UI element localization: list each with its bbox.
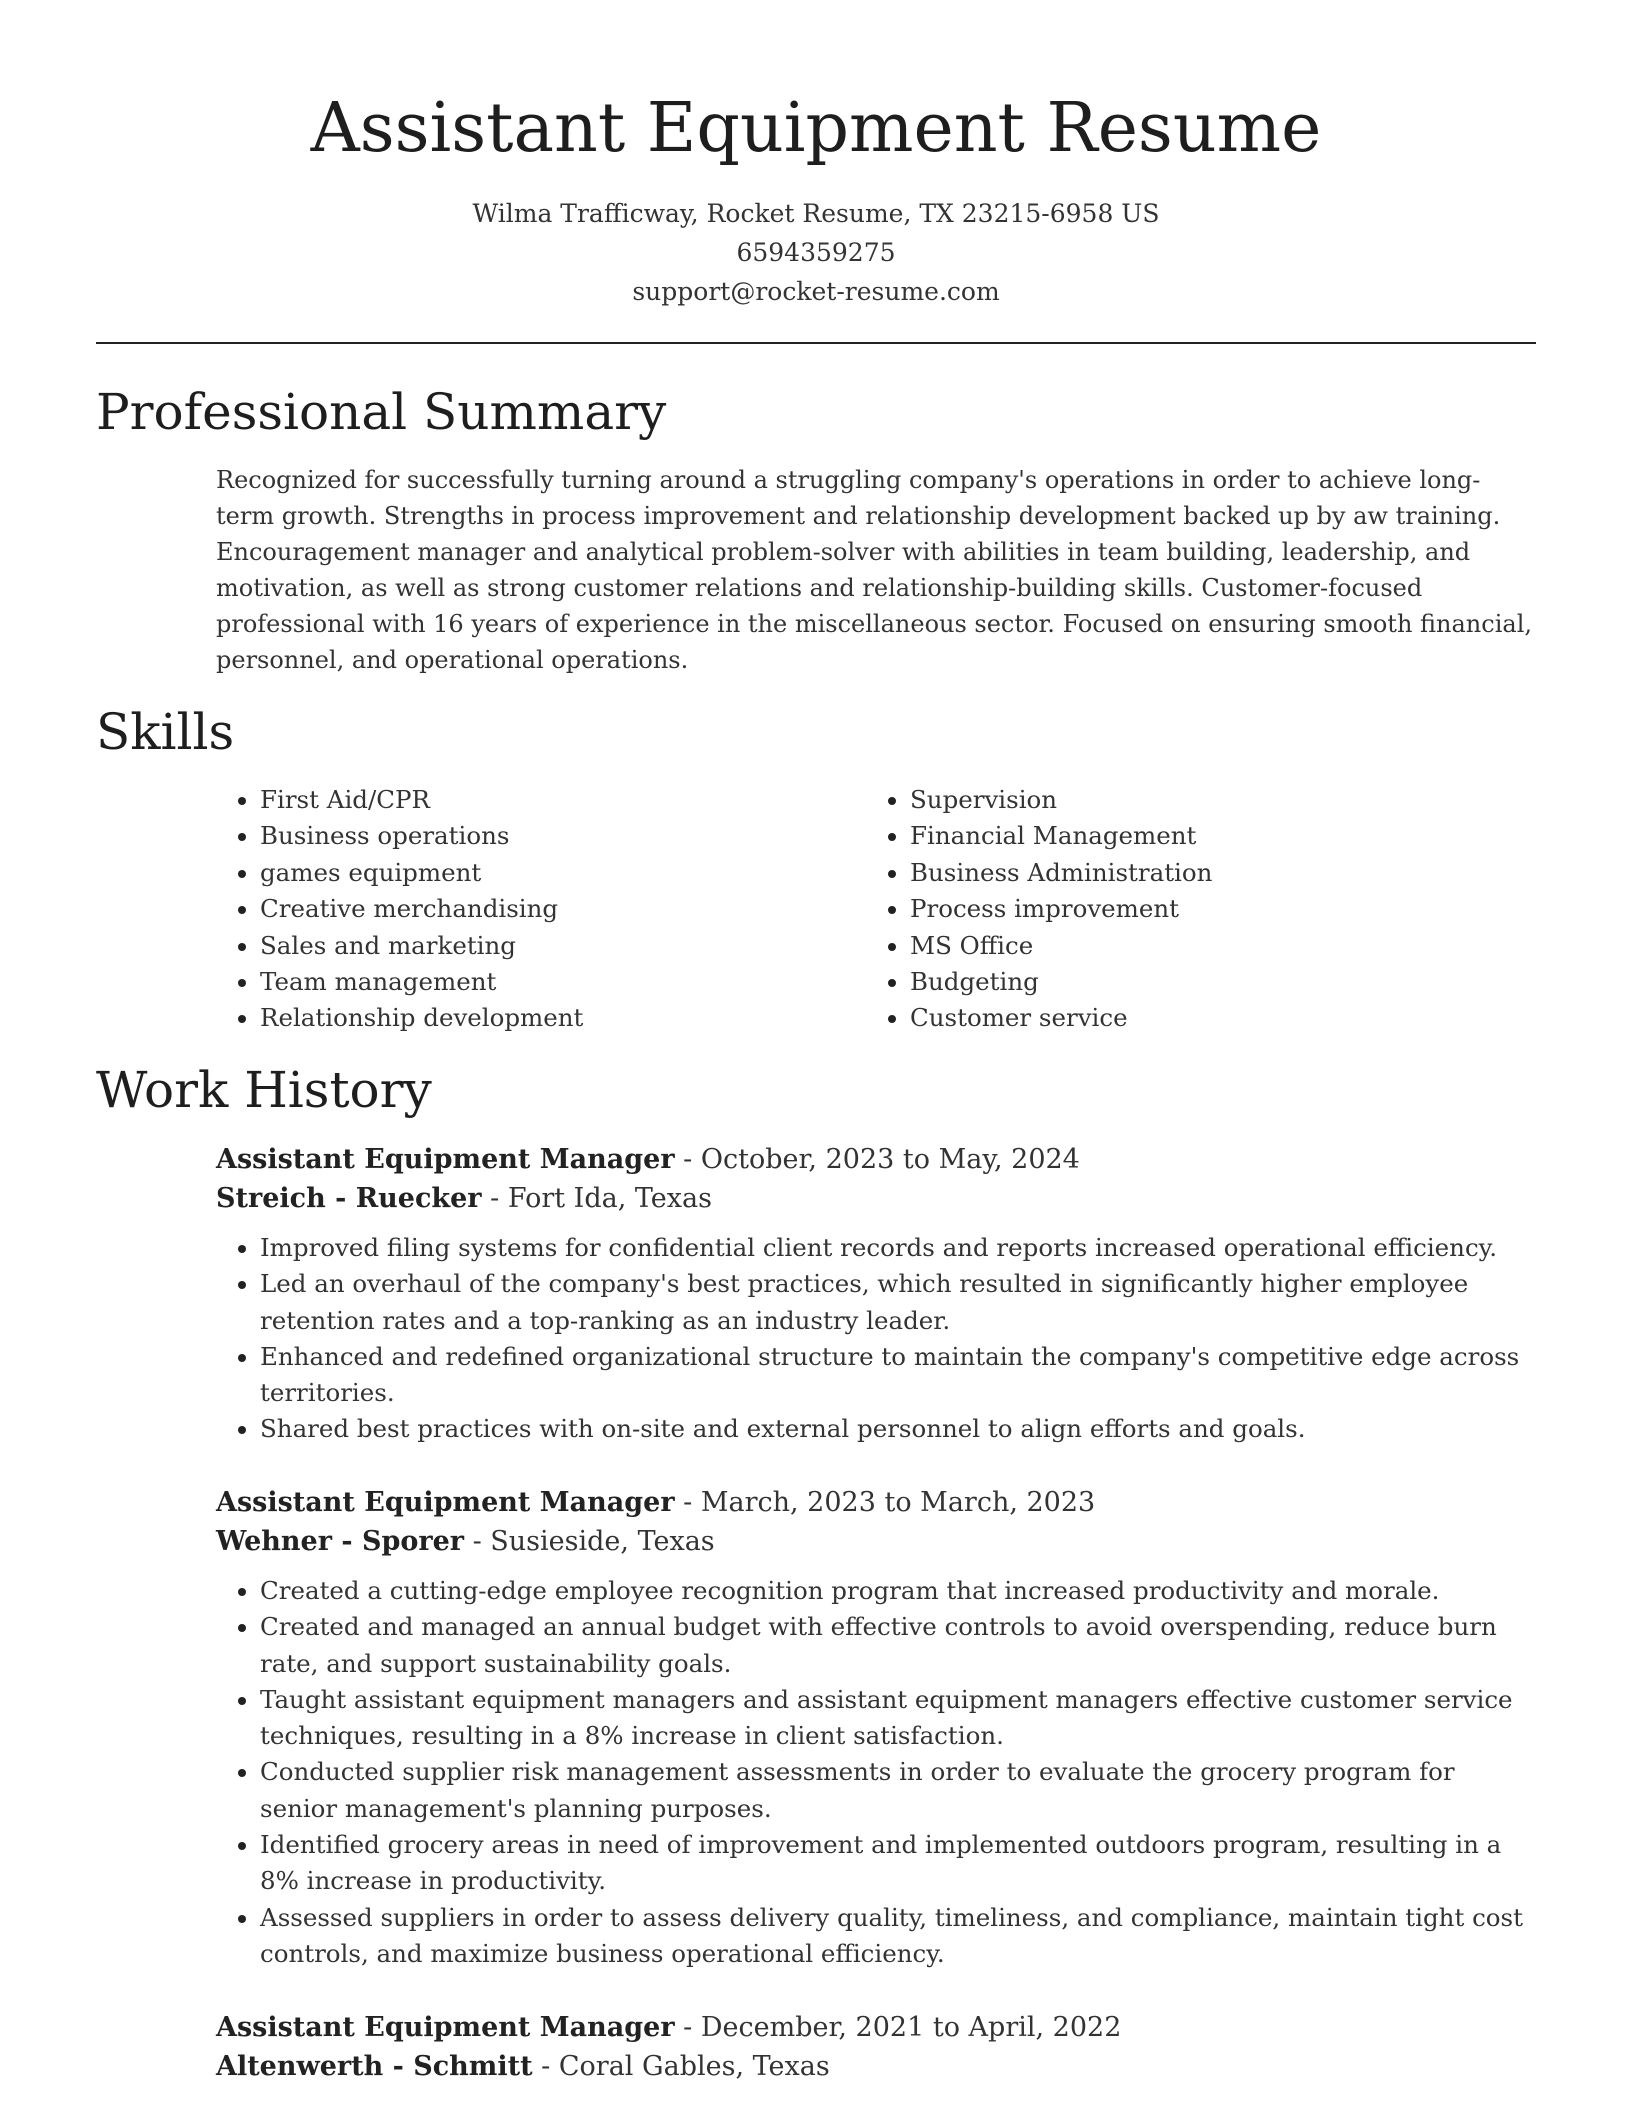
skill-item: • Process improvement bbox=[910, 891, 1212, 927]
job-bullet: • Shared best practices with on-site and external personnel to align efforts and goals. bbox=[260, 1411, 1536, 1447]
skills-heading: Skills bbox=[96, 703, 235, 761]
skills-list-left bbox=[216, 782, 583, 1037]
skill-item: • games equipment bbox=[260, 855, 583, 891]
skill-item: • MS Office bbox=[910, 928, 1212, 964]
skill-item: • Creative merchandising bbox=[260, 891, 583, 927]
job-company-line bbox=[216, 2047, 1536, 2086]
header-divider bbox=[96, 342, 1536, 344]
work-history-heading: Work History bbox=[96, 1061, 432, 1119]
skill-item: • Customer service bbox=[910, 1000, 1212, 1036]
job-company: Streich - Ruecker bbox=[216, 1183, 482, 1214]
separator: - bbox=[683, 1144, 701, 1175]
job-title-line bbox=[216, 1483, 1536, 1522]
job-bullet: • Conducted supplier risk management assessments in order to evaluate the grocery program for senior management's planning purposes. bbox=[260, 1754, 1536, 1827]
skill-item: • Supervision bbox=[910, 782, 1212, 818]
job-bullet: • Taught assistant equipment managers and assistant equipment managers effective customer service techniques, resulting in a 8% increase in client satisfaction. bbox=[260, 1682, 1536, 1755]
job-bullet: • Enhanced and redefined organizational structure to maintain the company's competitive edge across territories. bbox=[260, 1339, 1536, 1412]
skills-list-right bbox=[866, 782, 1212, 1037]
skill-item: • Business operations bbox=[260, 818, 583, 854]
job-bullet-list bbox=[216, 1230, 1536, 1448]
job-location: Fort Ida, Texas bbox=[507, 1183, 712, 1214]
resume-header bbox=[0, 0, 1632, 311]
job-bullet: • Assessed suppliers in order to assess delivery quality, timeliness, and compliance, maintain tight cost controls, and maximize business operational efficiency. bbox=[260, 1900, 1536, 1973]
summary-text: Recognized for successfully turning around a struggling company's operations in order to achieve long-term growth. Strengths in process improvement and relationship development backed up by aw training. Encouragement manager and analytical problem-solver with abilities in team building, leadership, and motivation, as well as strong customer relations and relationship-building skills. Customer-focused professional with 16 years of experience in the miscellaneous sector. Focused on ensuring smooth financial, personnel, and operational operations. bbox=[216, 466, 1532, 674]
separator: - bbox=[683, 2012, 701, 2043]
contact-info bbox=[0, 194, 1632, 311]
job-bullet: • Created and managed an annual budget with effective controls to avoid overspending, reduce burn rate, and support sustainability goals. bbox=[260, 1609, 1536, 1682]
skill-item: • Sales and marketing bbox=[260, 928, 583, 964]
separator: - bbox=[472, 1526, 491, 1557]
job-title-line bbox=[216, 1140, 1536, 1179]
skill-item: • Financial Management bbox=[910, 818, 1212, 854]
job-company-line bbox=[216, 1522, 1536, 1561]
skill-item: • First Aid/CPR bbox=[260, 782, 583, 818]
job-entry bbox=[216, 2008, 1536, 2086]
job-title: Assistant Equipment Manager bbox=[216, 2012, 675, 2043]
contact-phone: 6594359275 bbox=[736, 238, 896, 267]
job-dates: October, 2023 to May, 2024 bbox=[700, 1144, 1080, 1175]
job-bullet: • Created a cutting-edge employee recognition program that increased productivity and morale. bbox=[260, 1573, 1536, 1609]
job-title-line bbox=[216, 2008, 1536, 2047]
job-entry bbox=[216, 1483, 1536, 1972]
contact-email: support@rocket-resume.com bbox=[632, 277, 1000, 306]
summary-heading: Professional Summary bbox=[96, 383, 667, 441]
job-company: Wehner - Sporer bbox=[216, 1526, 464, 1557]
job-bullet: • Identified grocery areas in need of improvement and implemented outdoors program, resulting in a 8% increase in productivity. bbox=[260, 1827, 1536, 1900]
job-bullet: • Improved filing systems for confidential client records and reports increased operational efficiency. bbox=[260, 1230, 1536, 1266]
skill-item: • Team management bbox=[260, 964, 583, 1000]
job-bullet-list bbox=[216, 1573, 1536, 1972]
job-dates: December, 2021 to April, 2022 bbox=[700, 2012, 1122, 2043]
skill-item: • Relationship development bbox=[260, 1000, 583, 1036]
job-company: Altenwerth - Schmitt bbox=[216, 2051, 533, 2082]
resume-title: Assistant Equipment Resume bbox=[310, 89, 1322, 168]
separator: - bbox=[541, 2051, 559, 2082]
contact-address: Wilma Trafficway, Rocket Resume, TX 23215-6958 US bbox=[472, 199, 1160, 228]
job-location: Susieside, Texas bbox=[490, 1526, 715, 1557]
job-dates: March, 2023 to March, 2023 bbox=[700, 1487, 1096, 1518]
skill-item: • Budgeting bbox=[910, 964, 1212, 1000]
job-title: Assistant Equipment Manager bbox=[216, 1487, 675, 1518]
job-title: Assistant Equipment Manager bbox=[216, 1144, 675, 1175]
job-bullet: • Led an overhaul of the company's best practices, which resulted in significantly higher employee retention rates and a top-ranking as an industry leader. bbox=[260, 1266, 1536, 1339]
skill-item: • Business Administration bbox=[910, 855, 1212, 891]
separator: - bbox=[683, 1487, 701, 1518]
separator: - bbox=[490, 1183, 508, 1214]
job-location: Coral Gables, Texas bbox=[558, 2051, 830, 2082]
job-company-line bbox=[216, 1179, 1536, 1218]
job-entry bbox=[216, 1140, 1536, 1448]
